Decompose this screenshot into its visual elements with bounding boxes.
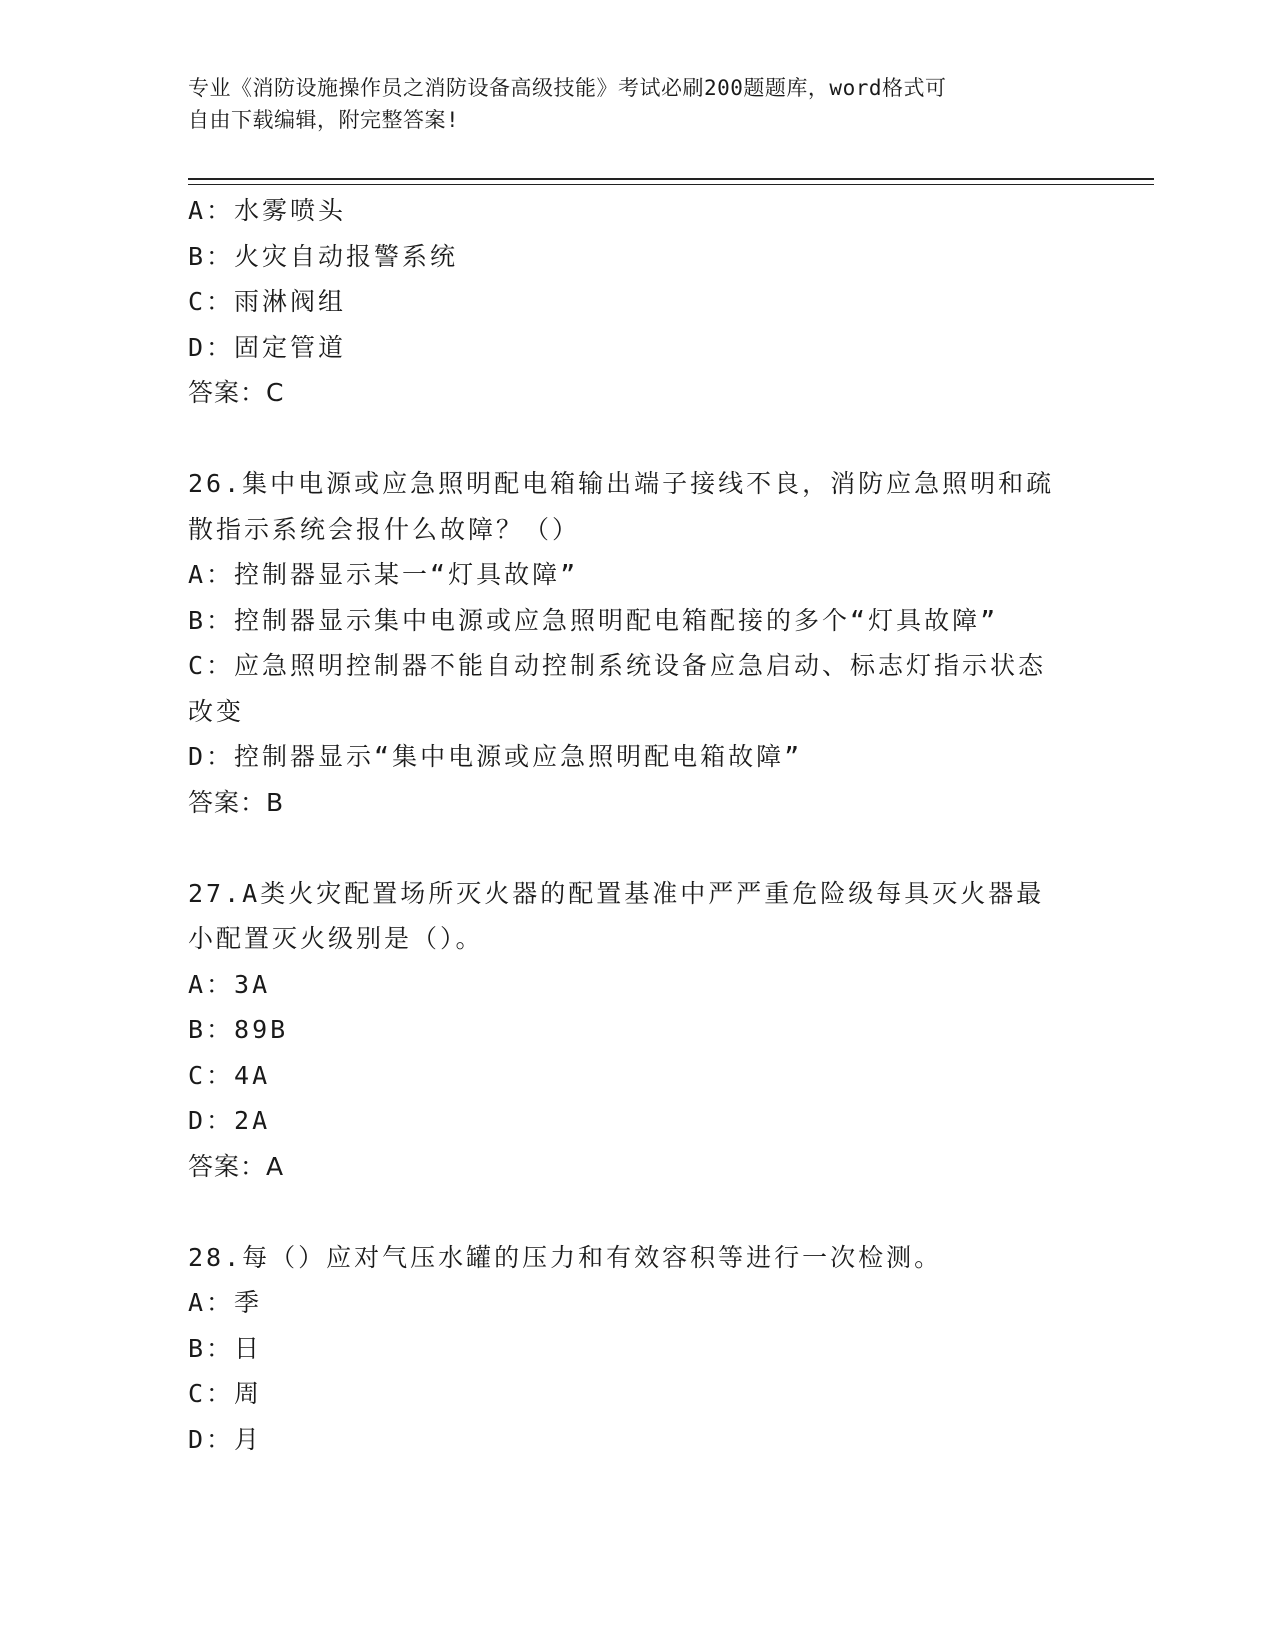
q26-question-line-1: 26.集中电源或应急照明配电箱输出端子接线不良，消防应急照明和疏 [188,469,1055,498]
q26-option-b: B：控制器显示集中电源或应急照明配电箱配接的多个“灯具故障” [188,605,999,635]
header-line-1: 专业《消防设施操作员之消防设备高级技能》考试必刷200题题库，word格式可 [188,76,947,100]
q25-option-a: A：水雾喷头 [188,196,347,225]
q28-option-d: D：月 [188,1424,263,1454]
q26-question-line-2: 散指示系统会报什么故障？（） [188,514,581,544]
header-rule-thick [188,178,1154,180]
q27-question-line-1: 27.A类火灾配置场所灭火器的配置基准中严严重危险级每具灭火器最 [188,878,1045,908]
spacer [188,1189,1088,1235]
q26-option-c-line-1: C：应急照明控制器不能自动控制系统设备应急启动、标志灯指示状态 [188,651,1047,680]
q25-option-b: B：火灾自动报警系统 [188,241,459,271]
document-header [188,72,1068,136]
q27-question-line-2: 小配置灭火级别是（）。 [188,924,484,953]
q28-option-a: A：季 [188,1288,263,1317]
q28-option-b: B：日 [188,1333,263,1363]
q25-option-d: D：固定管道 [188,332,347,362]
q26-option-a: A：控制器显示某一“灯具故障” [188,560,579,589]
question-list [188,188,1088,1462]
header-rule-thin [188,184,1154,185]
q26-answer: 答案：B [188,787,285,817]
q26-option-d: D：控制器显示“集中电源或应急照明配电箱故障” [188,742,803,771]
q26-option-c-line-2: 改变 [188,696,245,726]
spacer [188,825,1088,871]
q27-option-b: B：89B [188,1015,289,1044]
q25-answer: 答案：C [188,378,285,407]
q28-question: 28.每（）应对气压水罐的压力和有效容积等进行一次检测。 [188,1242,943,1272]
header-line-2: 自由下载编辑，附完整答案! [188,108,460,132]
q27-option-a: A：3A [188,969,271,999]
q28-option-c: C：周 [188,1379,263,1408]
q25-option-c: C：雨淋阀组 [188,287,347,316]
q27-answer: 答案：A [188,1151,285,1181]
spacer [188,416,1088,462]
q27-option-d: D：2A [188,1106,271,1135]
q27-option-c: C：4A [188,1060,271,1090]
